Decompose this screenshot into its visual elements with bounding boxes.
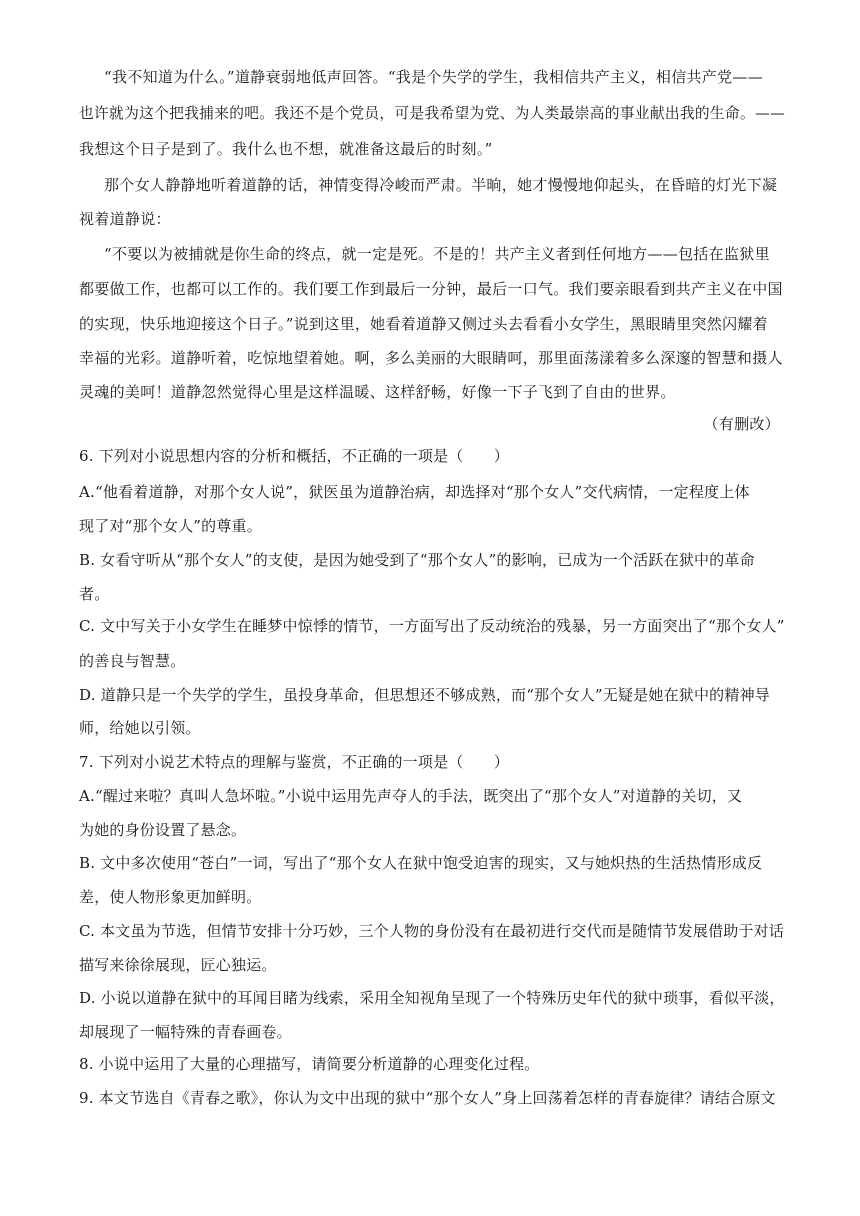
passage-line: 视着道静说： [79, 210, 171, 228]
question-7-option-c: C. 本文虽为节选，但情节安排十分巧妙，三个人物的身份没有在最初进行交代而是随情节发展借助于对话 [79, 922, 785, 940]
question-6-option-b-cont: 者。 [79, 585, 110, 603]
passage-line: 也许就为这个把我捕来的吧。我还不是个党员，可是我希望为党、为人类最崇高的事业献出我的生命。—— [79, 104, 786, 122]
question-9-stem: 9. 本文节选自《青春之歌》，你认为文中出现的狱中“那个女人”身上回荡着怎样的青春旋律？请结合原文 [79, 1089, 776, 1107]
passage-line: 那个女人静静地听着道静的话，神情变得冷峻而严肃。半晌，她才慢慢地仰起头，在昏暗的灯光下凝 [104, 176, 778, 194]
source-note: （有删改） [703, 415, 780, 433]
question-6-option-d: D. 道静只是一个失学的学生，虽投身革命，但思想还不够成熟，而“那个女人”无疑是她在狱中的精神导 [79, 686, 770, 704]
passage-line: 都要做工作，也都可以工作的。我们要工作到最后一分钟，最后一口气。我们要亲眼看到共产主义在中国 [79, 280, 783, 298]
question-7-option-b-cont: 差，使人物形象更加鲜明。 [79, 888, 262, 906]
question-7-option-c-cont: 描写来徐徐展现，匠心独运。 [79, 956, 277, 974]
question-6-option-d-cont: 师，给她以引领。 [79, 719, 201, 737]
passage-line: 的实现，快乐地迎接这个日子。”说到这里，她看着道静又侧过头去看看小女学生，黑眼睛里突然闪耀着 [79, 315, 768, 333]
question-6-option-a-cont: 现了对“那个女人”的尊重。 [79, 517, 262, 535]
question-7-stem: 7. 下列对小说艺术特点的理解与鉴赏，不正确的一项是（ ） [79, 753, 510, 771]
question-6-option-a: A.“他看着道静，对那个女人说”，狱医虽为道静治病，却选择对“那个女人”交代病情，一定程度上体 [79, 483, 750, 501]
question-7-option-a: A.“醒过来啦？真叫人急坏啦。”小说中运用先声夺人的手法，既突出了“那个女人”对道静的关切，又 [79, 787, 743, 805]
passage-line: 幸福的光彩。道静听着，吃惊地望着她。啊，多么美丽的大眼睛呵，那里面荡漾着多么深邃的智慧和摄人 [79, 349, 783, 367]
question-7-option-b: B. 文中多次使用“苍白”一词，写出了“那个女人在狱中饱受迫害的现实，又与她炽热的生活热情形成反 [79, 854, 763, 872]
question-6-option-b: B. 女看守听从“那个女人”的支使，是因为她受到了“那个女人”的影响，已成为一个活跃在狱中的革命 [79, 551, 755, 569]
passage-line: 我想这个日子是到了。我什么也不想，就准备这最后的时刻。” [79, 140, 493, 158]
question-7-option-a-cont: 为她的身份设置了悬念。 [79, 821, 247, 839]
passage-line: “不要以为被捕就是你生命的终点，就一定是死。不是的！共产主义者到任何地方——包括在监狱里 [104, 245, 770, 263]
question-7-option-d: D. 小说以道静在狱中的耳闻目睹为线索，采用全知视角呈现了一个特殊历史年代的狱中琐事，看似平淡， [79, 989, 785, 1007]
question-6-stem: 6. 下列对小说思想内容的分析和概括，不正确的一项是（ ） [79, 447, 510, 465]
passage-line: 灵魂的美呵！道静忽然觉得心里是这样温暖、这样舒畅，好像一下子飞到了自由的世界。 [79, 383, 676, 401]
question-6-option-c-cont: 的善良与智慧。 [79, 652, 186, 670]
passage-line: “我不知道为什么。”道静衰弱地低声回答。“我是个失学的学生，我相信共产主义，相信共产党—— [104, 68, 764, 86]
question-7-option-d-cont: 却展现了一幅特殊的青春画卷。 [79, 1023, 292, 1041]
question-6-option-c: C. 文中写关于小女学生在睡梦中惊悸的情节，一方面写出了反动统治的残暴，另一方面突出了“那个女人” [79, 617, 785, 635]
question-8-stem: 8. 小说中运用了大量的心理描写，请简要分析道静的心理变化过程。 [79, 1055, 540, 1073]
